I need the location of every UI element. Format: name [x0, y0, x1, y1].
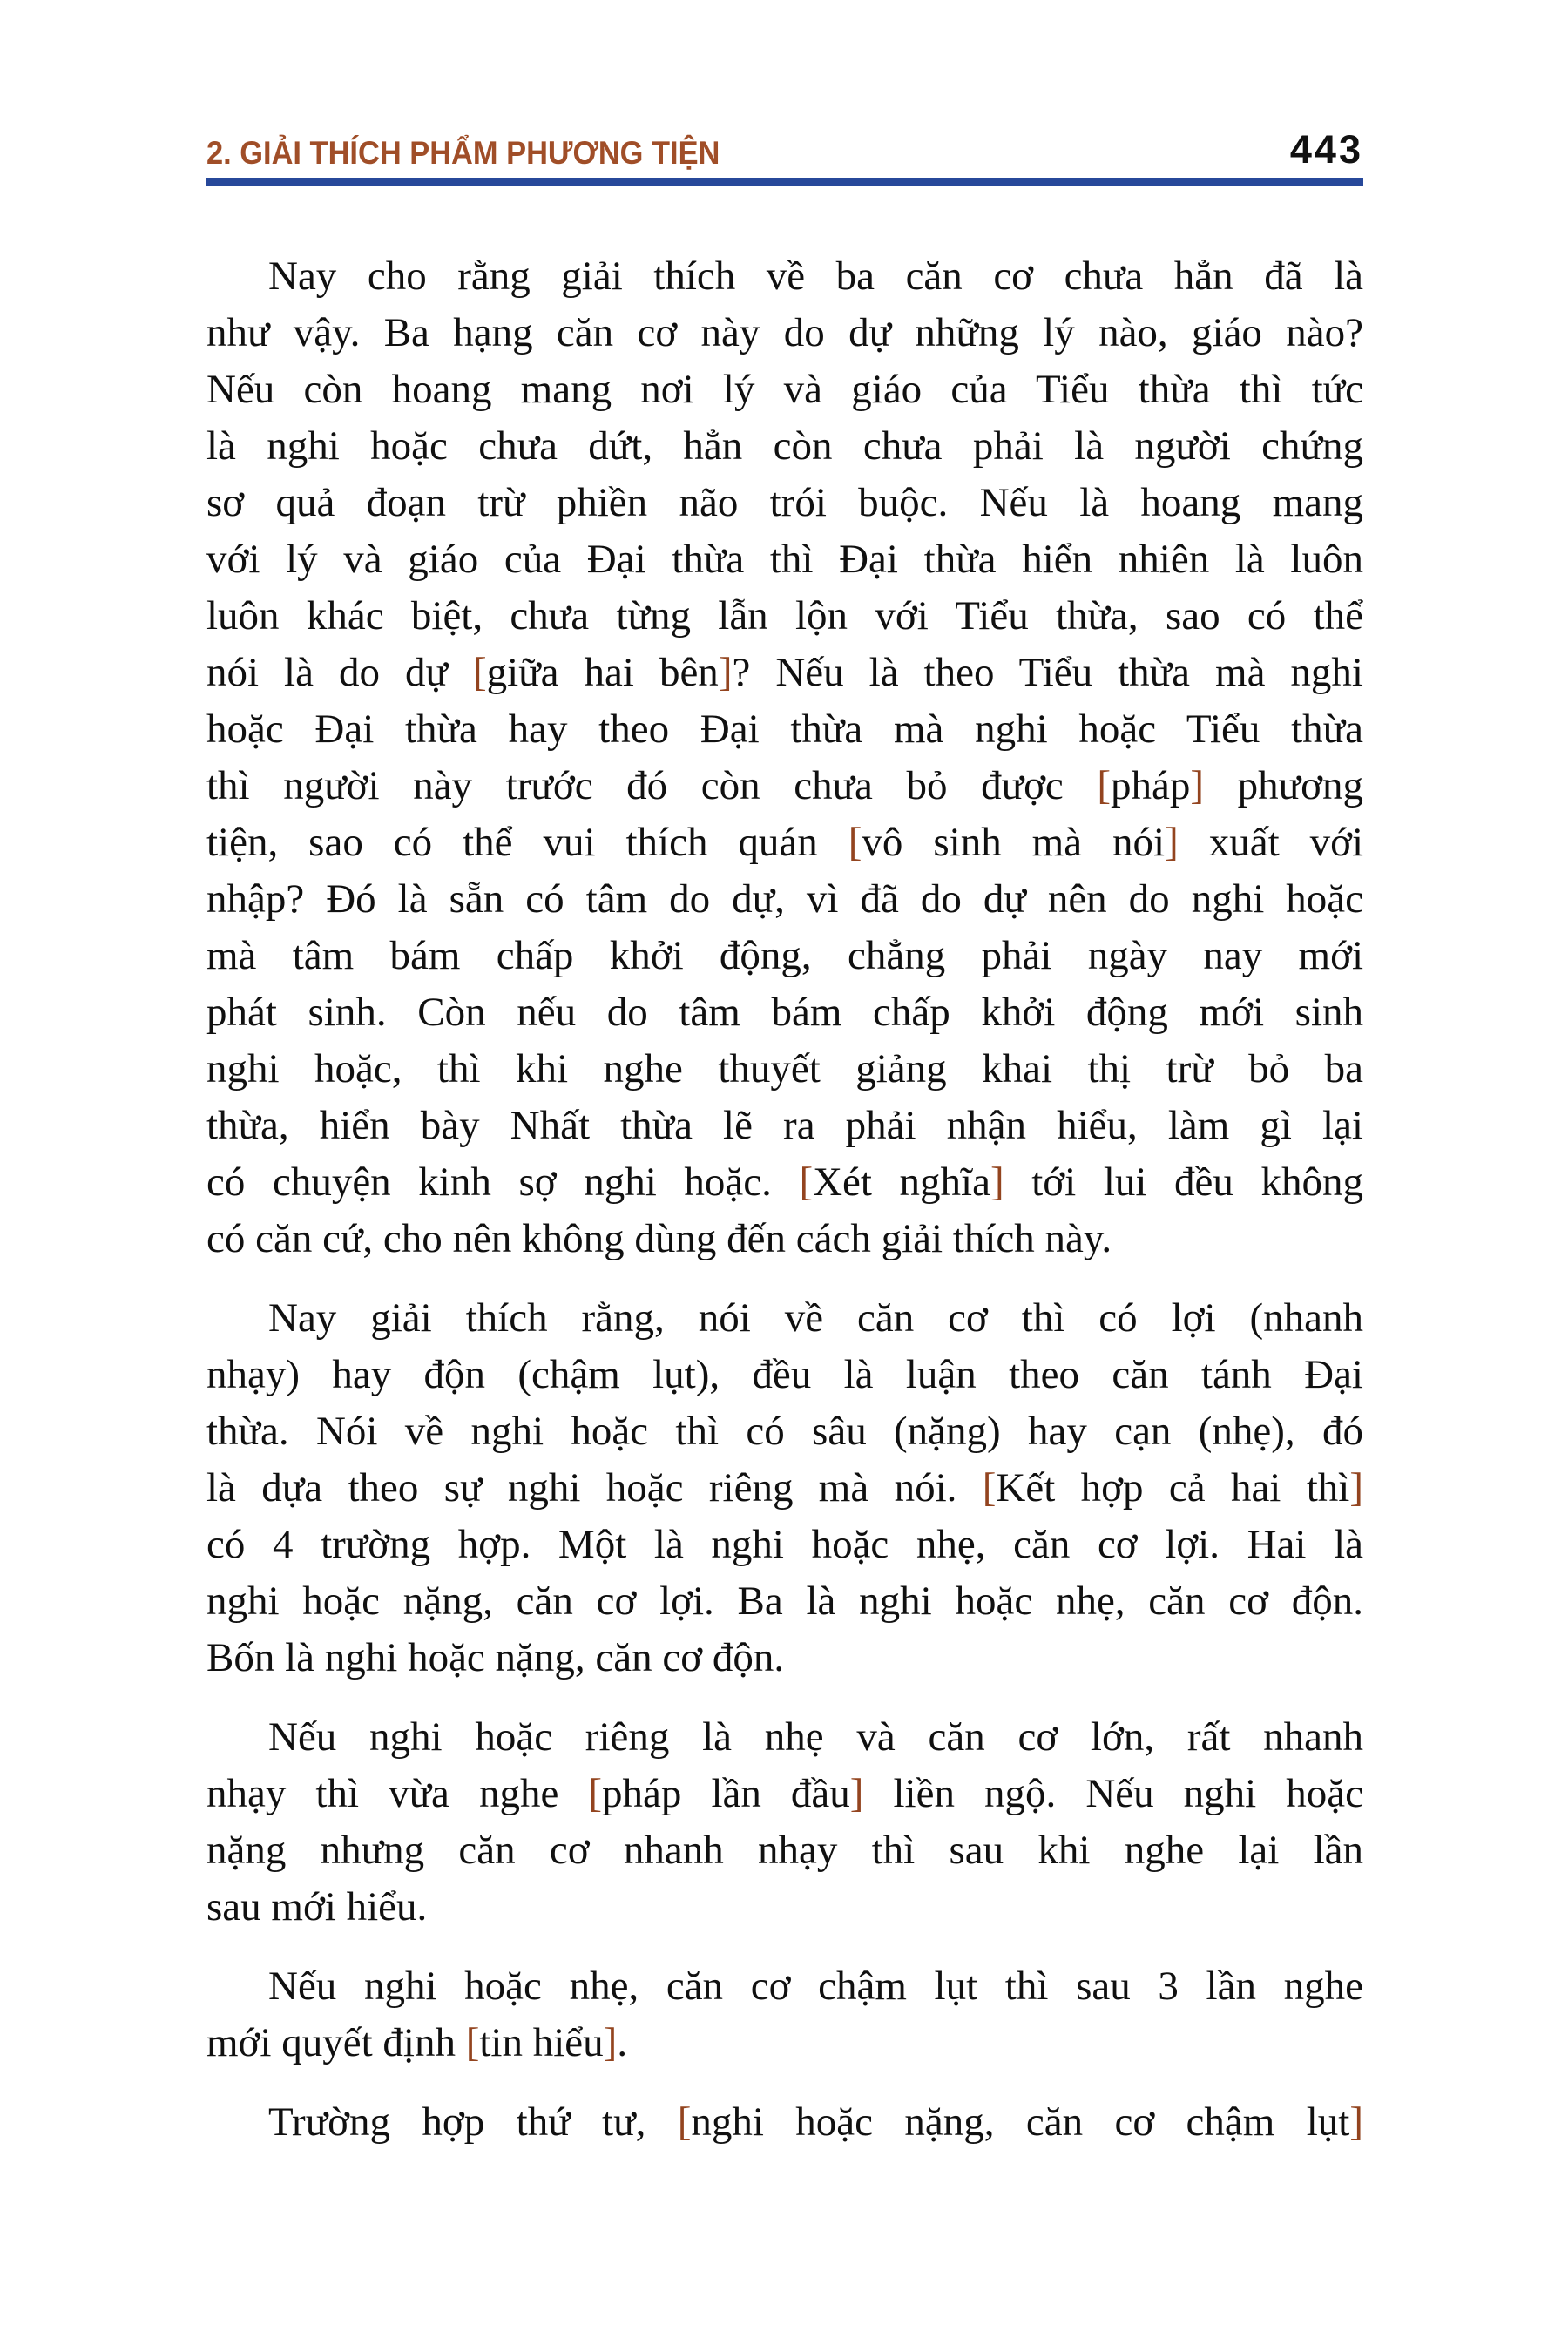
text-line: tiện, sao có thể vui thích quán [vô sinh mà nói] xuất với: [206, 820, 1364, 865]
text-line: luôn khác biệt, chưa từng lẫn lộn với Tiểu thừa, sao có thể: [206, 593, 1363, 639]
text-line: nghi hoặc nặng, căn cơ lợi. Ba là nghi hoặc nhẹ, căn cơ độn.: [206, 1578, 1363, 1624]
text-line: nhập? Đó là sẵn có tâm do dự, vì đã do dự nên do nghi hoặc: [206, 876, 1363, 922]
running-header-title: 2. GIẢI THÍCH PHẨM PHƯƠNG TIỆN: [206, 135, 720, 171]
text-line: như vậy. Ba hạng căn cơ này do dự những lý nào, giáo nào?: [206, 310, 1363, 355]
bracket-gloss-delimiter: [: [677, 2099, 692, 2145]
text-line: phát sinh. Còn nếu do tâm bám chấp khởi động mới sinh: [206, 990, 1363, 1035]
bracket-gloss-delimiter: [: [465, 2020, 480, 2065]
bracket-gloss-delimiter: ]: [1190, 763, 1205, 808]
paragraph: [206, 248, 1363, 1267]
text-line: có căn cứ, cho nên không dùng đến cách giải thích này.: [206, 1216, 1112, 1261]
text-line: là nghi hoặc chưa dứt, hẳn còn chưa phải là người chứng: [206, 423, 1363, 469]
bracket-gloss-delimiter: [: [982, 1465, 997, 1511]
bracket-gloss-delimiter: ]: [718, 650, 733, 695]
text-line: nhạy thì vừa nghe [pháp lần đầu] liền ngộ. Nếu nghi hoặc: [206, 1771, 1363, 1816]
bracket-gloss-delimiter: [: [799, 1159, 814, 1205]
bracket-gloss-delimiter: ]: [990, 1159, 1004, 1205]
bracket-gloss-delimiter: [: [848, 820, 862, 865]
text-line: có 4 trường hợp. Một là nghi hoặc nhẹ, căn cơ lợi. Hai là: [206, 1522, 1363, 1567]
text-line: nhạy) hay độn (chậm lụt), đều là luận theo căn tánh Đại: [206, 1352, 1363, 1397]
text-line: nghi hoặc, thì khi nghe thuyết giảng khai thị trừ bỏ ba: [206, 1046, 1363, 1092]
text-line: thừa. Nói về nghi hoặc thì có sâu (nặng) hay cạn (nhẹ), đó: [206, 1409, 1363, 1454]
text-line: Trường hợp thứ tư, [nghi hoặc nặng, căn cơ chậm lụt]: [268, 2099, 1363, 2145]
text-line: Nếu nghi hoặc riêng là nhẹ và căn cơ lớn, rất nhanh: [268, 1714, 1363, 1760]
text-line: thừa, hiển bày Nhất thừa lẽ ra phải nhận hiểu, làm gì lại: [206, 1103, 1363, 1148]
bracket-gloss-delimiter: [: [1097, 763, 1112, 808]
text-line: có chuyện kinh sợ nghi hoặc. [Xét nghĩa] tới lui đều không: [206, 1159, 1363, 1205]
text-line: mà tâm bám chấp khởi động, chẳng phải ngày nay mới: [206, 933, 1363, 978]
text-line: là dựa theo sự nghi hoặc riêng mà nói. [Kết hợp cả hai thì]: [206, 1465, 1363, 1511]
bracket-gloss-delimiter: ]: [1165, 820, 1179, 865]
text-line: thì người này trước đó còn chưa bỏ được [pháp] phương: [206, 763, 1364, 808]
page-number: 443: [1289, 127, 1363, 172]
text-line: nặng nhưng căn cơ nhanh nhạy thì sau khi nghe lại lần: [206, 1828, 1363, 1873]
text-line: với lý và giáo của Đại thừa thì Đại thừa hiển nhiên là luôn: [206, 537, 1363, 582]
bracket-gloss-delimiter: [: [588, 1771, 603, 1816]
text-line: Nếu còn hoang mang nơi lý và giáo của Tiểu thừa thì tức: [206, 367, 1363, 412]
text-line: Nếu nghi hoặc nhẹ, căn cơ chậm lụt thì sau 3 lần nghe: [268, 1963, 1363, 2009]
paragraph: [206, 1290, 1363, 1686]
paragraph: [206, 2094, 1363, 2151]
paragraph: [206, 1709, 1363, 1936]
bracket-gloss-delimiter: ]: [1349, 1465, 1363, 1511]
text-line: Bốn là nghi hoặc nặng, căn cơ độn.: [206, 1635, 785, 1680]
page-header: [206, 127, 1363, 172]
text-line: sau mới hiểu.: [206, 1884, 428, 1930]
text-line: Nay giải thích rằng, nói về căn cơ thì có lợi (nhanh: [268, 1295, 1363, 1341]
paragraph: [206, 1958, 1363, 2072]
text-line: nói là do dự [giữa hai bên]? Nếu là theo Tiểu thừa mà nghi: [206, 650, 1363, 695]
header-rule: [206, 178, 1363, 186]
body-text: [206, 248, 1363, 2151]
bracket-gloss-delimiter: ]: [1349, 2099, 1363, 2145]
text-line: mới quyết định [tin hiểu].: [206, 2020, 628, 2065]
text-line: sơ quả đoạn trừ phiền não trói buộc. Nếu là hoang mang: [206, 480, 1363, 525]
bracket-gloss-delimiter: [: [472, 650, 487, 695]
text-line: Nay cho rằng giải thích về ba căn cơ chưa hẳn đã là: [268, 253, 1363, 299]
bracket-gloss-delimiter: ]: [849, 1771, 864, 1816]
bracket-gloss-delimiter: ]: [603, 2020, 618, 2065]
text-line: hoặc Đại thừa hay theo Đại thừa mà nghi hoặc Tiểu thừa: [206, 706, 1363, 752]
